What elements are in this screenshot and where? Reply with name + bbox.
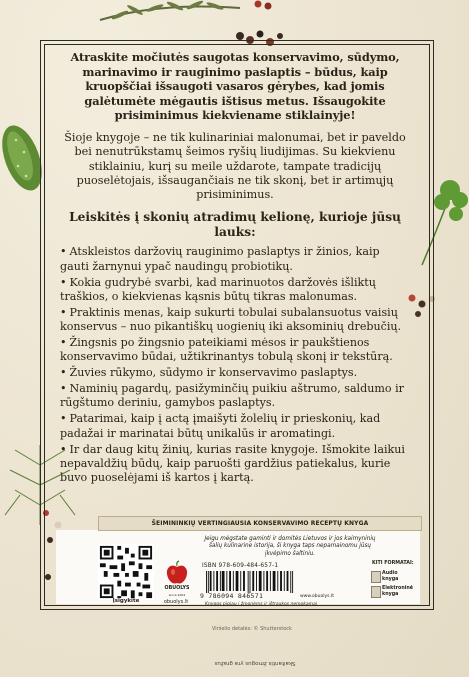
qr-code[interactable] xyxy=(98,544,154,600)
apple-logo-icon xyxy=(164,560,190,586)
publisher-since: since 2004 xyxy=(168,593,186,597)
tagline-banner: ŠEIMININKIŲ VERTINGIAUSIA KONSERVAVIMO RECEPTŲ KNYGA xyxy=(98,516,422,531)
list-item: • Ir dar daug kitų žinių, kurias rasite knygoje. Išmokite laikui nepavaldžių būdų, kaip paruošti gardžius patiekalus, kurie buvo puoselėjami iš kartos į kartą. xyxy=(60,442,405,484)
list-item: • Kokia gudrybė svarbi, kad marinuotos daržovės išliktų traškios, o kiekvienas kąsnis būtų tikras malonumas. xyxy=(60,275,376,303)
feature-list xyxy=(60,245,410,485)
formats-label: KITI FORMATAI: xyxy=(372,561,414,566)
list-item: • Praktinis menas, kaip sukurti tobulai subalansuotus vaisių konservus – nuo pikantiškų uogienių iki aksominių drebučių. xyxy=(60,305,402,333)
qr-label: Įsigykite xyxy=(112,598,140,604)
ebook-icon xyxy=(371,586,381,598)
list-item: • Žingsnis po žingsnio pateikiami mėsos ir paukštienos konservavimo būdai, užtikrinantys tobulą skonį ir tekstūrą. xyxy=(60,336,393,364)
journey-heading: Leiskitės į skonių atradimų kelionę, kurioje jūsų lauks: xyxy=(69,210,401,240)
intro-paragraph: Šioje knygoje – ne tik kulinariniai malonumai, bet ir paveldo bei nenutrūkstamų šeimos ryšių liudijimas. Su kiekvienu stiklainiu, kurį su meile uždarote, tampate tradicijų puoselėtojais, išsaugančiais ne tik skonį, bet ir artimųjų prisiminimus. xyxy=(64,130,406,202)
list-item: • Patarimai, kaip į actą įmaišyti žolelių ir prieskonių, kad padažai ir marinatai būtų unikalūs ir aromatingi. xyxy=(60,412,381,440)
intro-bold-paragraph: Atraskite močiutės saugotas konservavimo, sūdymo, marinavimo ir rauginimo paslaptis – būdus, kaip kruopščiai išsaugoti vasaros gėrybes, kad jomis galėtumėte mėgautis ištisus metus. Išsaugokite prisiminimus kiekviename stiklainyje! xyxy=(70,50,400,123)
cover-credit: Viršelio detalės: © Shutterstock xyxy=(212,626,292,632)
website-url[interactable]: www.obuolys.lt xyxy=(300,594,334,599)
audiobook-icon xyxy=(371,571,381,583)
list-item: • Atskleistos daržovių rauginimo paslaptys ir žinios, kaip gauti žarnynui ypač naudingų probiotikų. xyxy=(60,245,380,273)
list-item: • Žuvies rūkymo, sūdymo ir konservavimo paslaptys. xyxy=(60,366,358,380)
isbn: ISBN 978-609-484-657-1 xyxy=(202,563,279,569)
list-item: • Naminių pagardų, pasižyminčių puikiu aštrumo, saldumo ir rūgštumo deriniu, gamybos paslaptys. xyxy=(60,382,404,410)
print-note: Knygos pigiau į žmonėms ir ištraukos nemokamai xyxy=(205,602,318,607)
publisher-name: OBUOLYS xyxy=(164,586,190,591)
format-ebook: Elektroninė knyga xyxy=(382,586,414,597)
mirrored-slogan: Skaitantis žmogus yra gražus xyxy=(214,660,296,666)
berries-illustration xyxy=(250,0,280,12)
barcode xyxy=(206,571,294,593)
format-audio: Audio knyga xyxy=(382,571,399,582)
back-cover-text xyxy=(60,50,410,487)
barcode-number: 9 786094 846571 xyxy=(200,592,264,600)
publisher-url[interactable]: obuolys.lt xyxy=(163,599,189,605)
blurb-text: Jeigu mėgstate gaminti ir domitės Lietuvos ir jos kaimyninių šalių kulinarine istorija, ši knyga taps nepamainomu jūsų įkvėpimo šaltiniu. xyxy=(204,536,376,557)
